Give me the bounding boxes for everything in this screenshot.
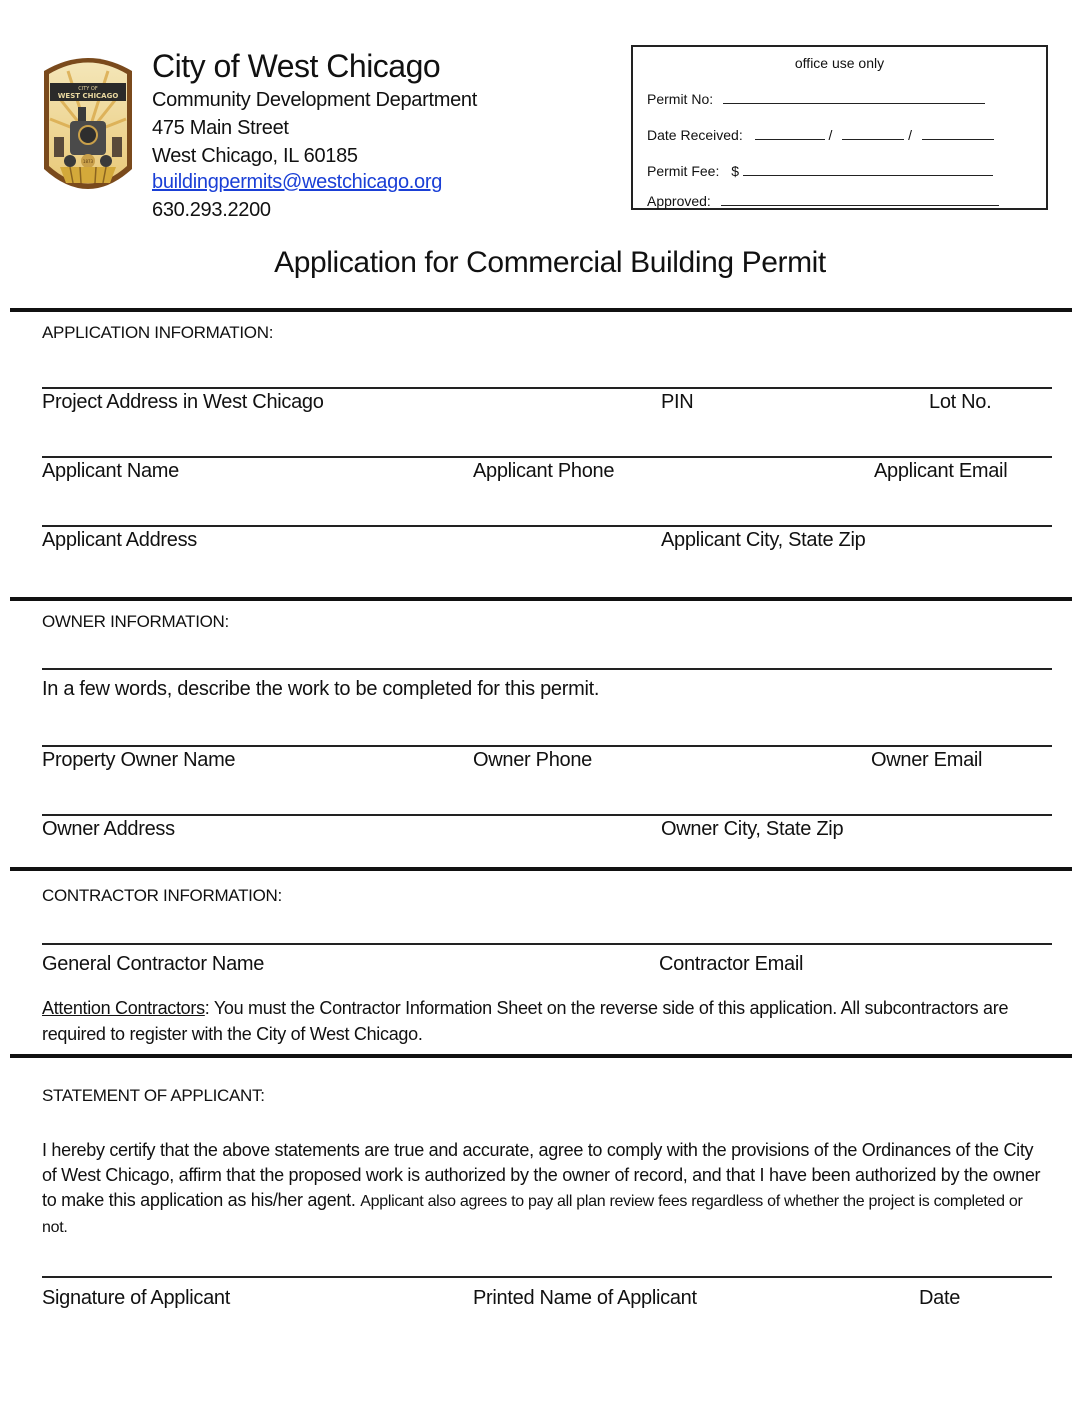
owner-phone-label: Owner Phone (473, 749, 592, 771)
statement-paragraph (42, 1138, 1052, 1240)
owner-address-label: Owner Address (42, 818, 175, 840)
pin-label: PIN (661, 391, 694, 413)
approved-row (647, 193, 999, 209)
department-name: Community Development Department (152, 89, 477, 111)
owner-city-label: Owner City, State Zip (661, 818, 844, 840)
divider-thick (10, 867, 1072, 871)
city-seal-train-logo (40, 49, 136, 201)
logo-year: 1873 (82, 159, 94, 164)
approved-field[interactable] (721, 193, 999, 206)
street-address: 475 Main Street (152, 117, 289, 139)
owner-address-line[interactable] (42, 814, 1052, 816)
applicant-phone-label: Applicant Phone (473, 460, 615, 482)
printed-name-label: Printed Name of Applicant (473, 1287, 697, 1309)
date-received-label: Date Received: (647, 127, 743, 143)
date-month-field[interactable] (755, 127, 825, 140)
date-slash-1: / (828, 127, 833, 143)
lot-no-label: Lot No. (929, 391, 992, 413)
org-name: City of West Chicago (152, 48, 441, 84)
attention-text: : You must the Contractor Information Sheet on the reverse side of this application. All subcontractors are required to register with the City of West Chicago. (42, 998, 1009, 1044)
divider-thick (10, 308, 1072, 312)
email-link[interactable]: buildingpermits@westchicago.org (152, 171, 443, 193)
contractor-name-line[interactable] (42, 943, 1052, 945)
signature-label: Signature of Applicant (42, 1287, 230, 1309)
attention-contractors-note (42, 995, 1052, 1047)
date-label: Date (919, 1287, 961, 1309)
approved-label: Approved: (647, 193, 711, 209)
applicant-name-line[interactable] (42, 456, 1052, 458)
permit-fee-label: Permit Fee: (647, 163, 720, 179)
office-use-title: office use only (794, 55, 885, 71)
date-day-field[interactable] (842, 127, 904, 140)
contractor-email-label: Contractor Email (659, 953, 804, 975)
phone-number: 630.293.2200 (152, 199, 271, 221)
date-year-field[interactable] (922, 127, 994, 140)
office-use-box (631, 45, 1048, 210)
permit-no-label: Permit No: (647, 91, 714, 107)
logo-text-top: CITY OF (78, 86, 98, 92)
permit-fee-field[interactable] (743, 163, 993, 176)
owner-name-label: Property Owner Name (42, 749, 236, 771)
statement-text-fees: Applicant also agrees to pay all plan review fees regardless of whether the project is completed or not. (42, 1193, 1023, 1236)
signature-line[interactable] (42, 1276, 1052, 1278)
form-title: Application for Commercial Building Permit (274, 246, 826, 279)
city-line: West Chicago, IL 60185 (152, 145, 358, 167)
project-address-label: Project Address in West Chicago (42, 391, 324, 413)
applicant-name-label: Applicant Name (42, 460, 179, 482)
owner-name-line[interactable] (42, 745, 1052, 747)
divider-thick (10, 597, 1072, 601)
permit-no-row (647, 91, 985, 107)
attention-label: Attention Contractors (42, 998, 205, 1018)
applicant-email-label: Applicant Email (874, 460, 1008, 482)
permit-fee-row (647, 163, 993, 179)
statement-heading: STATEMENT OF APPLICANT: (42, 1086, 265, 1105)
owner-email-label: Owner Email (871, 749, 983, 771)
permit-no-field[interactable] (723, 91, 985, 104)
applicant-city-label: Applicant City, State Zip (661, 529, 866, 551)
dollar-sign: $ (731, 163, 740, 179)
application-heading: APPLICATION INFORMATION: (42, 323, 274, 342)
describe-work-line[interactable] (42, 668, 1052, 670)
statement-text: I hereby certify that the above statements are true and accurate, agree to comply with the provisions of the Ordinances of the City of West Chicago, affirm that the proposed work is authorized by the owner of record, and that I have been authorized by the owner to make this application as his/her agent. (42, 1140, 1041, 1210)
describe-work-label: In a few words, describe the work to be completed for this permit. (42, 678, 600, 700)
date-received-row (647, 127, 994, 143)
project-address-line[interactable] (42, 387, 1052, 389)
logo-text-main: WEST CHICAGO (57, 92, 119, 100)
divider-thick (10, 1054, 1072, 1058)
applicant-address-label: Applicant Address (42, 529, 197, 551)
date-slash-2: / (908, 127, 913, 143)
applicant-address-line[interactable] (42, 525, 1052, 527)
owner-heading: OWNER INFORMATION: (42, 612, 229, 631)
contractor-heading: CONTRACTOR INFORMATION: (42, 886, 282, 905)
contractor-name-label: General Contractor Name (42, 953, 265, 975)
